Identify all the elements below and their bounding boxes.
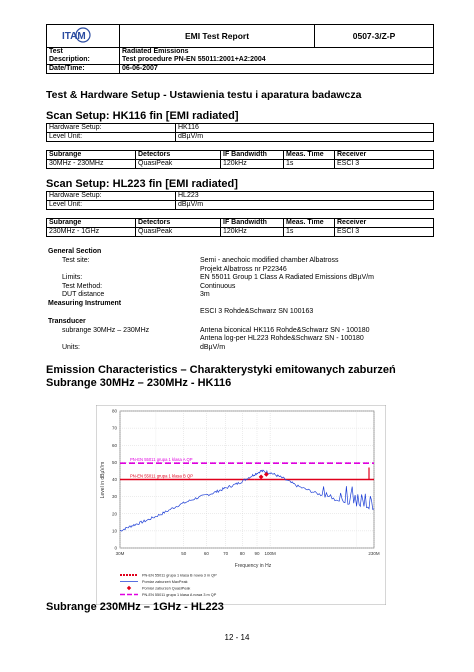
- scan1-subrange-table: [46, 150, 434, 169]
- limits-label: Limits:: [62, 274, 83, 281]
- scan2-heading: Scan Setup: HL223 fin [EMI radiated]: [46, 178, 238, 190]
- report-number: 0507-3/Z-P: [315, 25, 434, 48]
- y-tick-label: 20: [111, 511, 117, 517]
- scan1-col-meas-time: Meas. Time: [284, 151, 335, 160]
- scan1-col-if-bandwidth: IF Bandwidth: [221, 151, 284, 160]
- description-value: Test procedure PN-EN 55011:2001+A2:2004: [122, 56, 266, 63]
- transducer-value-2: Antena log-per HL223 Rohde&Schwarz SN - 100180: [200, 335, 364, 342]
- y-tick-label: 30: [111, 494, 117, 500]
- scan2-row-subrange: 230MHz - 1GHz: [47, 228, 136, 237]
- scan1-setup-table: [46, 123, 434, 142]
- test-description-value: [120, 48, 434, 65]
- scan1-col-receiver: Receiver: [335, 151, 434, 160]
- x-tick-label: 50: [181, 551, 187, 556]
- general-title: General Section: [48, 248, 102, 255]
- scan1-hw-label: Hardware Setup:: [47, 124, 176, 133]
- scan2-col-receiver: Receiver: [335, 219, 434, 228]
- x-tick-label: 230M: [368, 551, 380, 556]
- report-title: EMI Test Report: [120, 25, 315, 48]
- test-label: Test: [49, 48, 63, 55]
- scan1-col-subrange: Subrange: [47, 151, 136, 160]
- scan2-hw-value: HL223: [176, 192, 434, 201]
- legend-entry: Pomiar zaburzeń QuasiPeak: [142, 586, 191, 591]
- scan2-col-meas-time: Meas. Time: [284, 219, 335, 228]
- limit-a-label: PN-EN 55011 grupa 1 klasa B QP: [130, 473, 194, 479]
- measuring-instrument-title: Measuring Instrument: [48, 299, 122, 307]
- y-tick-label: 80: [111, 408, 117, 414]
- units-label: Units:: [62, 344, 80, 351]
- y-tick-label: 0: [114, 545, 117, 551]
- test-site-value-2: Projekt Albatross nr P22346: [200, 265, 287, 273]
- scan2-row-receiver: ESCI 3: [335, 228, 434, 237]
- scan1-unit-value: dBµV/m: [176, 133, 434, 142]
- transducer-value-1: Antena biconical HK116 Rohde&Schwarz SN - 100180: [200, 326, 370, 334]
- scan2-unit-label: Level Unit:: [47, 201, 176, 210]
- logo-cell: [47, 25, 120, 48]
- dut-distance-value: 3m: [200, 291, 210, 298]
- scan2-row-detectors: QuasiPeak: [136, 228, 221, 237]
- chart-y-ticks: [112, 409, 118, 551]
- scan2-col-subrange: Subrange: [47, 219, 136, 228]
- date-value: 06-06-2007: [120, 65, 434, 74]
- y-tick-label: 40: [111, 477, 117, 483]
- limit-b-label: PN-EN 55011 grupa 1 klasa A QP: [130, 457, 193, 463]
- scan1-row-meas-time: 1s: [284, 160, 335, 169]
- test-site-value-1: Semi - anechoic modified chamber Albatross: [200, 257, 339, 264]
- y-tick-label: 60: [111, 442, 117, 448]
- chart-x-label: Frequency in Hz: [234, 563, 272, 569]
- transducer-title: Transducer: [48, 318, 86, 325]
- scan1-row-subrange: 30MHz - 230MHz: [47, 160, 136, 169]
- scan1-unit-label: Level Unit:: [47, 133, 176, 142]
- scan1-heading: Scan Setup: HK116 fin [EMI radiated]: [46, 110, 239, 122]
- scan2-setup-table: [46, 191, 434, 210]
- limits-value: EN 55011 Group 1 Class A Radiated Emissions dBµV/m: [200, 274, 374, 281]
- scan1-row-if-bandwidth: 120kHz: [221, 160, 284, 169]
- x-tick-label: 80: [239, 551, 245, 556]
- test-value: Radiated Emissions: [122, 48, 189, 55]
- units-value: dBµV/m: [200, 344, 226, 351]
- test-description-label: [47, 48, 120, 65]
- legend-entry: PN-EN 55011 grupa 1 klasa B nowa 3 m QP: [142, 573, 217, 578]
- scan2-subrange-table: [46, 218, 434, 237]
- y-tick-label: 10: [111, 528, 117, 534]
- emission-heading: Emission Characteristics – Charakterystyki emitowanych zaburzeń: [46, 364, 396, 376]
- scan1-row-detectors: QuasiPeak: [136, 160, 221, 169]
- scan2-row-meas-time: 1s: [284, 228, 335, 237]
- emission-chart: [96, 405, 386, 605]
- measuring-instrument-value: ESCI 3 Rohde&Schwarz SN 100163: [200, 308, 314, 315]
- logo-text: ITAM: [62, 30, 86, 42]
- scan1-hw-value: HK116: [176, 124, 434, 133]
- x-tick-label: 30M: [115, 551, 125, 556]
- chart-y-label: Level in dBµV/m: [100, 461, 106, 499]
- transducer-subrange-label: subrange 30MHz – 230MHz: [62, 326, 150, 334]
- dut-distance-label: DUT distance: [62, 291, 105, 298]
- y-tick-label: 50: [111, 459, 117, 465]
- legend-entry: Pomiar zaburzeń MaxPeak: [142, 579, 188, 584]
- x-tick-label: 90: [254, 551, 260, 556]
- page-number: 12 - 14: [224, 633, 250, 642]
- x-tick-label: 100M: [264, 551, 276, 556]
- report-header: [46, 24, 434, 74]
- scan1-row-receiver: ESCI 3: [335, 160, 434, 169]
- test-method-label: Test Method:: [62, 282, 103, 290]
- scan2-unit-value: dBµV/m: [176, 201, 434, 210]
- general-section: [46, 248, 446, 358]
- subrange1-heading: Subrange 30MHz – 230MHz - HK116: [46, 377, 232, 389]
- itam-logo-icon: [58, 26, 108, 44]
- setup-heading: Test & Hardware Setup - Ustawienia testu i aparatura badawcza: [46, 89, 362, 101]
- description-label: Description:: [49, 56, 90, 63]
- x-tick-label: 60: [203, 551, 209, 556]
- scan2-col-if-bandwidth: IF Bandwidth: [221, 219, 284, 228]
- scan1-col-detectors: Detectors: [136, 151, 221, 160]
- test-method-value: Continuous: [200, 282, 236, 290]
- scan2-row-if-bandwidth: 120kHz: [221, 228, 284, 237]
- date-label: Date/Time:: [47, 65, 120, 74]
- scan2-hw-label: Hardware Setup:: [47, 192, 176, 201]
- test-site-label: Test site:: [62, 257, 90, 264]
- legend-entry: PN-EN 55011 grupa 1 klasa A nowa 3 m QP: [142, 592, 217, 597]
- y-tick-label: 70: [111, 425, 117, 431]
- scan2-col-detectors: Detectors: [136, 219, 221, 228]
- subrange2-heading: Subrange 230MHz – 1GHz - HL223: [46, 601, 224, 613]
- x-tick-label: 70: [223, 551, 229, 556]
